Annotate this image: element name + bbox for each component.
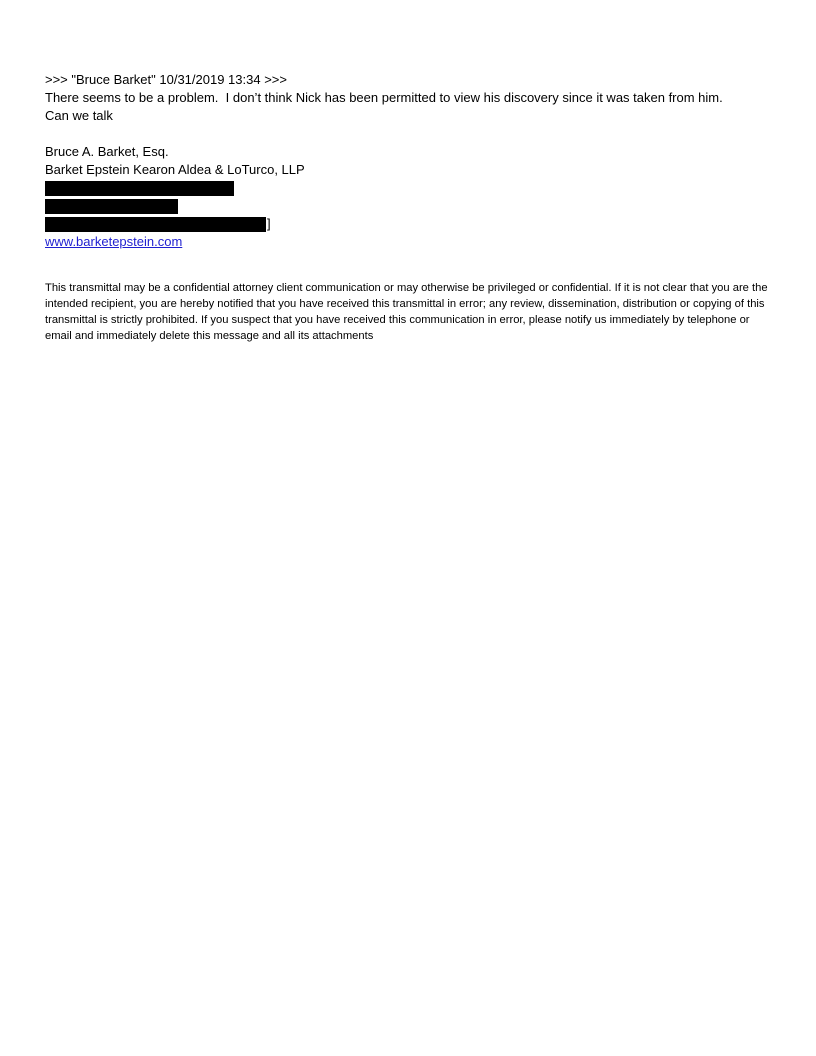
email-header-line: >>> "Bruce Barket" 10/31/2019 13:34 >>>	[45, 72, 287, 87]
email-document	[45, 71, 775, 355]
redacted-line-1	[45, 179, 775, 197]
email-body-line-1: There seems to be a problem. I don’t think Nick has been permitted to view his discovery since it was taken from him.	[45, 90, 723, 105]
redacted-line-trailing-bracket: ]	[267, 216, 271, 231]
redaction-block	[45, 181, 234, 196]
redacted-line-3	[45, 215, 775, 233]
spacer	[45, 125, 775, 143]
email-body-line-2: Can we talk	[45, 108, 113, 123]
confidentiality-disclaimer: This transmittal may be a confidential attorney client communication or may otherwise be privileged or confidential. If it is not clear that you are the intended recipient, you are hereby notified that you have received this transmittal in error; any review, dissemination, distribution or copying of this transmittal is strictly prohibited. If you suspect that you have received this communication in error, please notify us immediately by telephone or email and immediately delete this message and all its attachments	[45, 282, 768, 342]
redaction-block	[45, 199, 178, 214]
signature-firm: Barket Epstein Kearon Aldea & LoTurco, LLP	[45, 162, 305, 177]
redacted-line-2	[45, 197, 775, 215]
website-link[interactable]: www.barketepstein.com	[45, 234, 183, 249]
redaction-block	[45, 217, 266, 232]
signature-name: Bruce A. Barket, Esq.	[45, 144, 169, 159]
